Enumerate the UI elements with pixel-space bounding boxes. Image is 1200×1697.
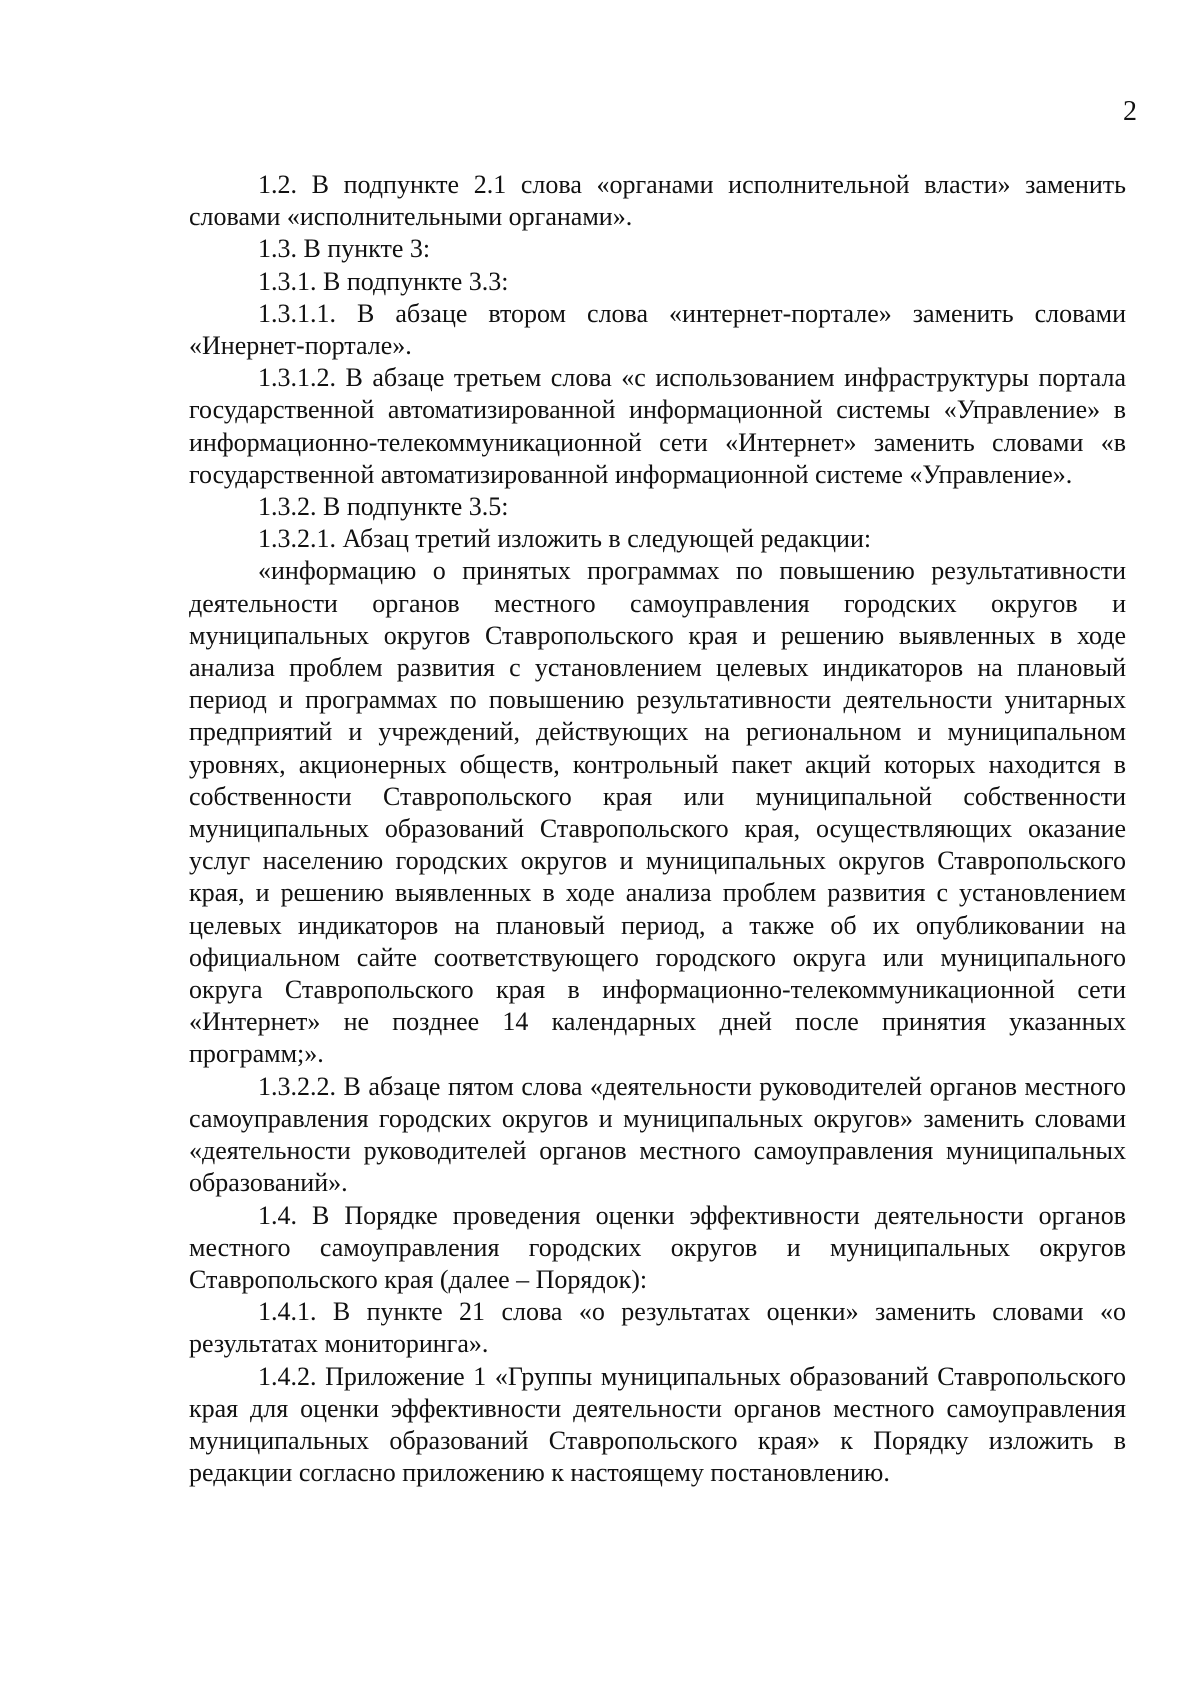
paragraph-1-4-1: 1.4.1. В пункте 21 слова «о результатах оценки» заменить словами «о результатах мониторинга». [189,1297,1126,1359]
paragraph-1-4: 1.4. В Порядке проведения оценки эффективности деятельности органов местного самоуправления городских округов и муниципальных округов Ставропольского края (далее – Порядок): [189,1200,1126,1294]
page-number: 2 [1123,96,1137,127]
paragraph-1-3-1: 1.3.1. В подпункте 3.3: [258,266,509,296]
paragraph-1-3-2: 1.3.2. В подпункте 3.5: [258,492,509,522]
paragraph-1-3-2-1: 1.3.2.1. Абзац третий изложить в следующей редакции: [258,524,872,554]
paragraph-1-2: 1.2. В подпункте 2.1 слова «органами исполнительной власти» заменить словами «исполнительными органами». [189,170,1126,232]
paragraph-1-4-2: 1.4.2. Приложение 1 «Группы муниципальных образований Ставропольского края для оценки эффективности деятельности органов местного самоуправления муниципальных образований Ставропольского края» к Порядку изложить в редакции согласно приложению к настоящему постановлению. [189,1361,1126,1488]
document-body [189,169,1126,1489]
paragraph-1-3-2-2: 1.3.2.2. В абзаце пятом слова «деятельности руководителей органов местного самоуправления городских округов и муниципальных округов» заменить словами «деятельности руководителей органов местного самоуправления муниципальных образований». [189,1071,1126,1198]
paragraph-1-3-1-2: 1.3.1.2. В абзаце третьем слова «с использованием инфраструктуры портала государственной автоматизированной информационной системы «Управление» в информационно-телекоммуникационной сети «Интернет» заменить словами «в государственной автоматизированной информационной системе «Управление». [189,363,1126,489]
paragraph-1-3: 1.3. В пункте 3: [258,234,431,264]
paragraph-1-3-1-1: 1.3.1.1. В абзаце втором слова «интернет-портале» заменить словами «Инернет-портале». [189,298,1126,361]
paragraph-quoted-new-text: «информацию о принятых программах по повышению результативности деятельности органов местного самоуправления городских округов и муниципальных округов Ставропольского края и решению выявленных в ходе анализа проблем развития с установлением целевых индикаторов на плановый период и программах по повышению результативности деятельности унитарных предприятий и учреждений, действующих на региональном и муниципальном уровнях, акционерных обществ, контрольный пакет акций которых находится в собственности Ставропольского края или муниципальной собственности муниципальных образований Ставропольского края, осуществляющих оказание услуг населению городских округов и муниципальных округов Ставропольского края, и решению выявленных в ходе анализа проблем развития с установлением целевых индикаторов на плановый период, а также об их опубликовании на официальном сайте соответствующего городского округа или муниципального округа Ставропольского края в информационно-телекоммуникационной сети «Интернет» не позднее 14 календарных дней после принятия указанных программ;». [189,556,1126,1069]
